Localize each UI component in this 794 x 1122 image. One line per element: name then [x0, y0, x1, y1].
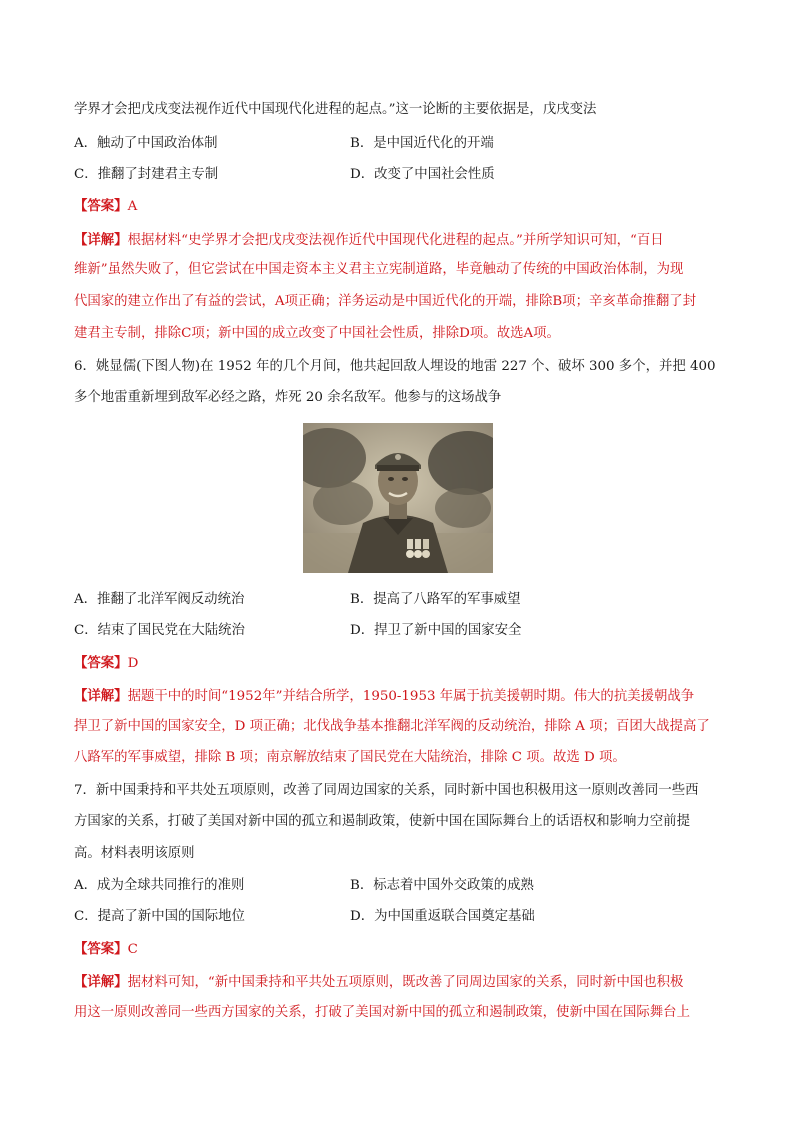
answer-value: A — [127, 199, 138, 214]
q5-answer — [74, 198, 137, 215]
soldier-photo — [303, 423, 493, 573]
q7-stem-line-3: 高。材料表明该原则 — [74, 846, 195, 861]
q5-detail-line-1 — [74, 232, 664, 249]
q5-detail-line-4: 建君主专制，排除C项；新中国的成立改变了中国社会性质，排除D项。故选A项。 — [74, 326, 560, 341]
q7-option-c: C．提高了新中国的国际地位 — [74, 909, 245, 924]
q5-stem-tail: 学界才会把戊戌变法视作近代中国现代化进程的起点。”这一论断的主要依据是，戊戌变法 — [74, 102, 597, 117]
q6-answer — [74, 655, 138, 672]
q5-option-b: B．是中国近代化的开端 — [350, 136, 494, 151]
q6-stem-line-1: 6．姚显儒(下图人物)在 1952 年的几个月间，他共起回敌人埋设的地雷 227 个、破坏 300 多个，并把 400 — [74, 359, 716, 374]
detail-text: 据材料可知，“新中国秉持和平共处五项原则，既改善了同周边国家的关系，同时新中国也积极 — [127, 975, 684, 990]
answer-label: 【答案】 — [74, 655, 128, 671]
q5-detail-line-3: 代国家的建立作出了有益的尝试，A项正确；洋务运动是中国近代化的开端，排除B项；辛亥革命推翻了封 — [74, 294, 697, 309]
q7-option-b: B．标志着中国外交政策的成熟 — [350, 878, 534, 893]
detail-label: 【详解】 — [74, 974, 128, 990]
detail-label: 【详解】 — [74, 688, 128, 704]
q7-detail-line-1 — [74, 974, 683, 991]
soldier-photo-illustration — [303, 423, 493, 573]
answer-label: 【答案】 — [74, 198, 128, 214]
q7-stem-line-2: 方国家的关系，打破了美国对新中国的孤立和遏制政策，使新中国在国际舞台上的话语权和影响力空前提 — [74, 814, 690, 829]
q7-detail-line-2: 用这一原则改善同一些西方国家的关系，打破了美国对新中国的孤立和遏制政策，使新中国在国际舞台上 — [74, 1005, 690, 1020]
q6-option-a: A．推翻了北洋军阀反动统治 — [74, 592, 245, 607]
q7-option-d: D．为中国重返联合国奠定基础 — [350, 909, 535, 924]
q6-option-c: C．结束了国民党在大陆统治 — [74, 623, 245, 638]
q5-option-d: D．改变了中国社会性质 — [350, 167, 495, 182]
q5-detail-line-2: 维新”虽然失败了，但它尝试在中国走资本主义君主立宪制道路，毕竟触动了传统的中国政治体制，为现 — [74, 262, 684, 277]
q7-stem-line-1: 7．新中国秉持和平共处五项原则，改善了同周边国家的关系，同时新中国也积极用这一原则改善同一些西 — [74, 783, 699, 798]
q7-option-a: A．成为全球共同推行的准则 — [74, 878, 245, 893]
answer-value: C — [127, 942, 138, 957]
q5-option-c: C．推翻了封建君主专制 — [74, 167, 219, 182]
answer-value: D — [127, 656, 139, 671]
detail-text: 根据材料“史学界才会把戊戌变法视作近代中国现代化进程的起点。”并所学知识可知，“百日 — [127, 233, 664, 248]
answer-label: 【答案】 — [74, 941, 128, 957]
detail-text: 据题干中的时间“1952年”并结合所学，1950-1953 年属于抗美援朝时期。伟大的抗美援朝战争 — [127, 689, 695, 704]
q6-stem-line-2: 多个地雷重新埋到敌军必经之路，炸死 20 余名敌军。他参与的这场战争 — [74, 390, 502, 405]
detail-label: 【详解】 — [74, 232, 128, 248]
q6-option-d: D．捍卫了新中国的国家安全 — [350, 623, 522, 638]
q7-answer — [74, 941, 138, 958]
q5-option-a: A．触动了中国政治体制 — [74, 136, 218, 151]
q6-option-b: B．提高了八路军的军事威望 — [350, 592, 521, 607]
q6-detail-line-3: 八路军的军事威望，排除 B 项；南京解放结束了国民党在大陆统治，排除 C 项。故选 D 项。 — [74, 750, 626, 765]
q6-detail-line-1 — [74, 688, 694, 705]
q6-detail-line-2: 捍卫了新中国的国家安全，D 项正确；北伐战争基本推翻北洋军阀的反动统治，排除 A 项；百团大战提高了 — [74, 719, 710, 734]
